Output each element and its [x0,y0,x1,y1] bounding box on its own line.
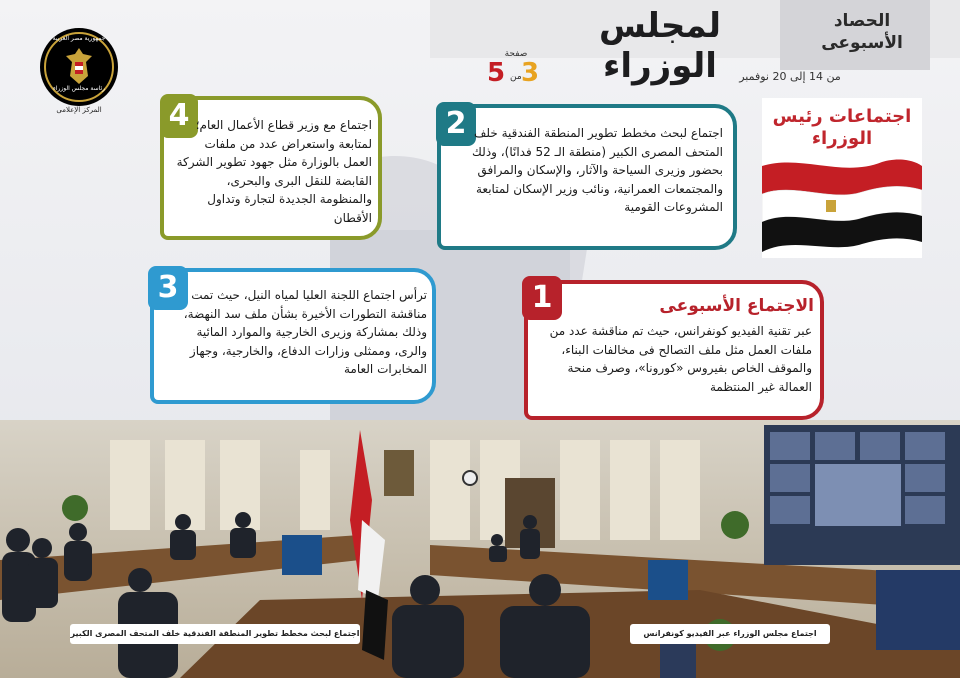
page-current: 3 [521,58,540,88]
harvest-label-line2: الأسبوعى [821,33,903,53]
pm-meetings-title-line2: الوزراء [811,128,873,149]
page-indicator [487,58,543,90]
pm-meetings-title-line1: اجتماعات رئيس [772,106,912,127]
card-3-number: 3 [157,270,179,305]
page-total: 5 [487,58,506,88]
card-1-title: الاجتماع الأسبوعى [659,296,814,316]
caption-video-conference: اجتماع مجلس الوزراء عبر الفيديو كونفرانس [630,624,830,644]
harvest-label-line1: الحصاد [833,11,891,31]
page-label: صفحة [504,49,528,59]
card-4-number: 4 [168,98,190,133]
date-range: من 14 إلى 20 نوفمبر [739,70,841,83]
card-2-number: 2 [445,106,467,141]
pm-meetings-title [772,106,912,150]
emblem-top-text: جمهورية مصر العربية [52,35,106,42]
card-3-text: ترأس اجتماع اللجنة العليا لمياه النيل، حيث تمت مناقشة التطورات الأخيرة بشأن ملف سد النهضة، وذلك بمشاركة وزيرى الخارجية والموارد المائية والرى، وممثلى وزارات الدفاع، والخارجية، وجهاز المخابرات العامة [183,288,427,376]
cabinet-emblem [40,28,118,106]
caption-museum-meeting: اجتماع لبحث مخطط تطوير المنطقة الفندقية خلف المتحف المصرى الكبير [70,624,360,644]
eagle-icon [64,46,94,86]
page-title: لمجلس الوزراء [598,6,721,86]
page-of-label: من [510,72,522,82]
emblem-bottom-text: رئاسة مجلس الوزراء [52,85,106,92]
card-1-text: عبر تقنية الفيديو كونفرانس، حيث تم مناقشة عدد من ملفات العمل مثل ملف التصالح فى مخالفات البناء، والموقف الخاص بفيروس «كورونا»، وصرف منحة العمالة غير المنتظمة [549,324,812,394]
card-1-number: 1 [531,280,553,315]
card-2-text: اجتماع لبحث مخطط تطوير المنطقة الفندقية خلف المتحف المصرى الكبير (منطقة الـ 52 فدانًا)، وذلك بحضور وزيرى السياحة والآثار، والإسكان والمرافق والمجتمعات العمرانية، ونائب وزير الإسكان لمتابعة المشروعات القومية [472,126,723,214]
card-4-text: اجتماع مع وزير قطاع الأعمال العام؛ لمتابعة واستعراض عدد من ملفات العمل بالوزارة مثل جهود تطوير الشركة القابضة للنقل البرى والبحرى، والمنظومة الجديدة لتجارة وتداول الأقطان [176,118,372,225]
media-center-label: المركز الإعلامى [56,106,102,114]
harvest-label [812,10,912,54]
egypt-flag-icon [762,156,922,256]
